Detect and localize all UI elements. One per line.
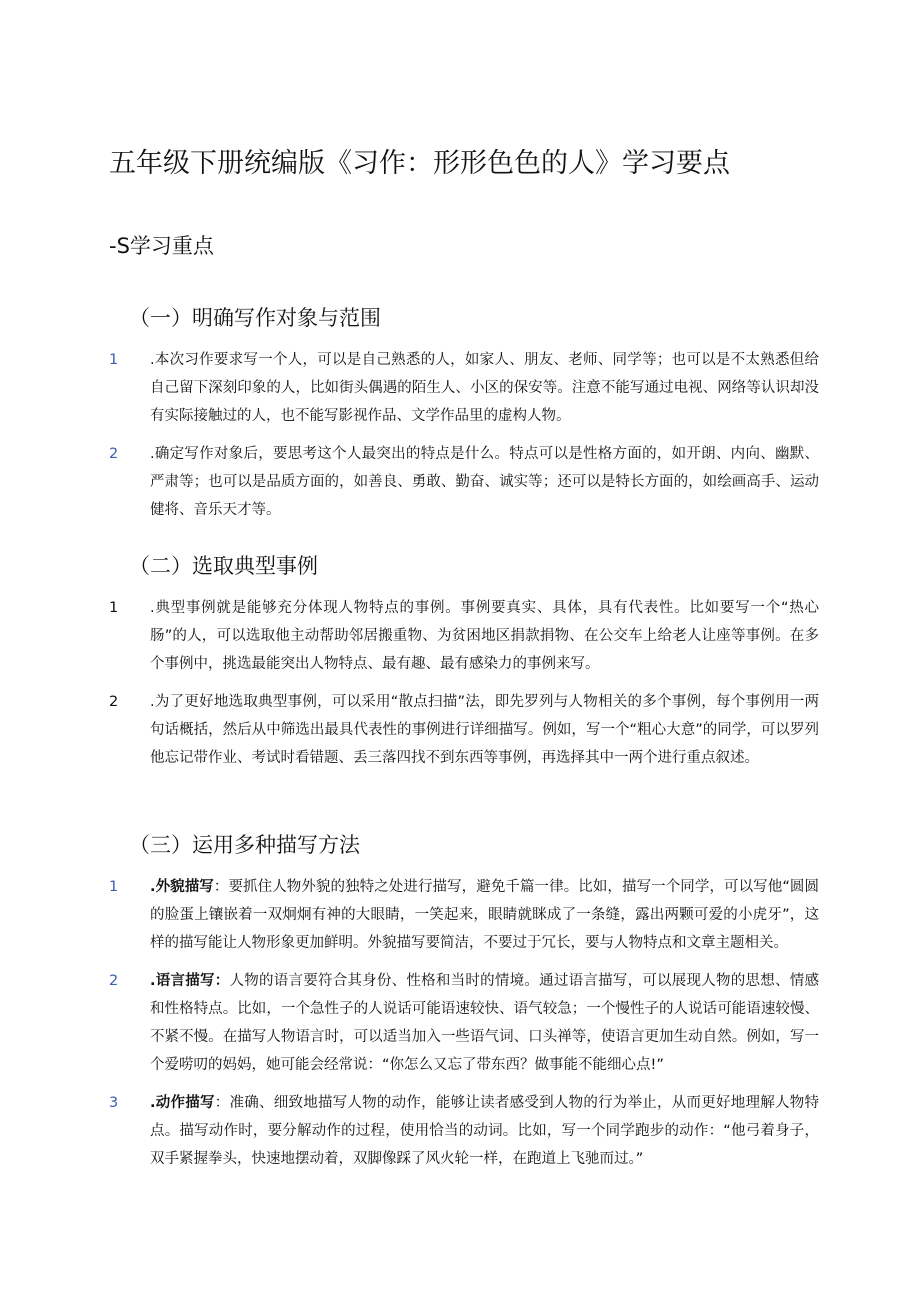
- section-title: （二）选取典型事例: [129, 554, 318, 578]
- item-text: .典型事例就是能够充分体现人物特点的事例。事例要真实、具体，具有代表性。比如要写一个“热心肠”的人，可以选取他主动帮助邻居搬重物、为贫困地区捐款捐物、在公交车上给老人让座等事例。在多个事例中，挑选最能突出人物特点、最有趣、最有感染力的事例来写。: [150, 600, 819, 672]
- section-typical-examples: [109, 550, 819, 782]
- item-number: 2: [109, 446, 119, 462]
- item-lead: .语言描写：: [150, 973, 230, 989]
- item-body: [150, 1089, 819, 1173]
- item-text: .确定写作对象后，要思考这个人最突出的特点是什么。特点可以是性格方面的，如开朗、内向、幽默、严肃等；也可以是品质方面的，如善良、勇敢、勤奋、诚实等；还可以是特长方面的，如绘画高手、运动健将、音乐天才等。: [150, 446, 819, 518]
- section-description-methods: [109, 829, 820, 1183]
- item-text: .为了更好地选取典型事例，可以采用“散点扫描”法，即先罗列与人物相关的多个事例，每个事例用一两句话概括，然后从中筛选出最具代表性的事例进行详细描写。例如，写一个“粗心大意”的同学，可以罗列他忘记带作业、考试时看错题、丢三落四找不到东西等事例，再选择其中一两个进行重点叙述。: [150, 694, 819, 766]
- section-writing-target: [109, 302, 819, 534]
- list-item: [109, 594, 819, 678]
- item-text: .本次习作要求写一个人，可以是自己熟悉的人，如家人、朋友、老师、同学等；也可以是不太熟悉但给自己留下深刻印象的人，比如街头偶遇的陌生人、小区的保安等。注意不能写通过电视、网络等认识却没有实际接触过的人，也不能写影视作品、文学作品里的虚构人物。: [150, 352, 819, 424]
- section-heading: -S学习重点: [109, 234, 214, 258]
- section-title: （一）明确写作对象与范围: [129, 306, 381, 330]
- item-text: ：准确、细致地描写人物的动作，能够让读者感受到人物的行为举止，从而更好地理解人物特点。描写动作时，要分解动作的过程，使用恰当的动词。比如，写一个同学跑步的动作：“他弓着身子，双手紧握拳头，快速地摆动着，双脚像踩了风火轮一样，在跑道上飞驰而过。”: [150, 1095, 819, 1167]
- item-number: 2: [109, 694, 119, 710]
- item-text: 人物的语言要符合其身份、性格和当时的情境。通过语言描写，可以展现人物的思想、情感和性格特点。比如，一个急性子的人说话可能语速较快、语气较急；一个慢性子的人说话可能语速较慢、不紧不慢。在描写人物语言时，可以适当加入一些语气词、口头禅等，使语言更加生动自然。例如，写一个爱唠叨的妈妈，她可能会经常说：“你怎么又忘了带东西？做事能不能细心点!”: [150, 973, 820, 1073]
- item-body: [150, 967, 819, 1079]
- item-text: ：要抓住人物外貌的独特之处进行描写，避免千篇一律。比如，描写一个同学，可以写他“圆圆的脸蛋上镶嵌着一双炯炯有神的大眼睛，一笑起来，眼睛就眯成了一条缝，露出两颗可爱的小虎牙”，这样的描写能让人物形象更加鲜明。外貌描写要简洁，不要过于冗长，要与人物特点和文章主题相关。: [150, 879, 819, 951]
- document-title: 五年级下册统编版《习作：形形色色的人》学习要点: [109, 148, 730, 179]
- list-item: [109, 346, 819, 430]
- list-item: [109, 688, 819, 772]
- item-number: 1: [109, 879, 119, 895]
- item-number: 2: [109, 973, 119, 989]
- item-body: [150, 873, 819, 957]
- list-item: [109, 873, 819, 957]
- item-number: 1: [109, 352, 119, 368]
- list-item: [109, 1089, 819, 1173]
- section-title: （三）运用多种描写方法: [129, 833, 360, 857]
- list-item: [109, 440, 819, 524]
- item-lead: .外貌描写: [150, 879, 214, 895]
- item-number: 3: [109, 1095, 119, 1111]
- item-lead: .动作描写: [150, 1095, 215, 1111]
- list-item: [109, 967, 820, 1079]
- item-number: 1: [109, 600, 119, 616]
